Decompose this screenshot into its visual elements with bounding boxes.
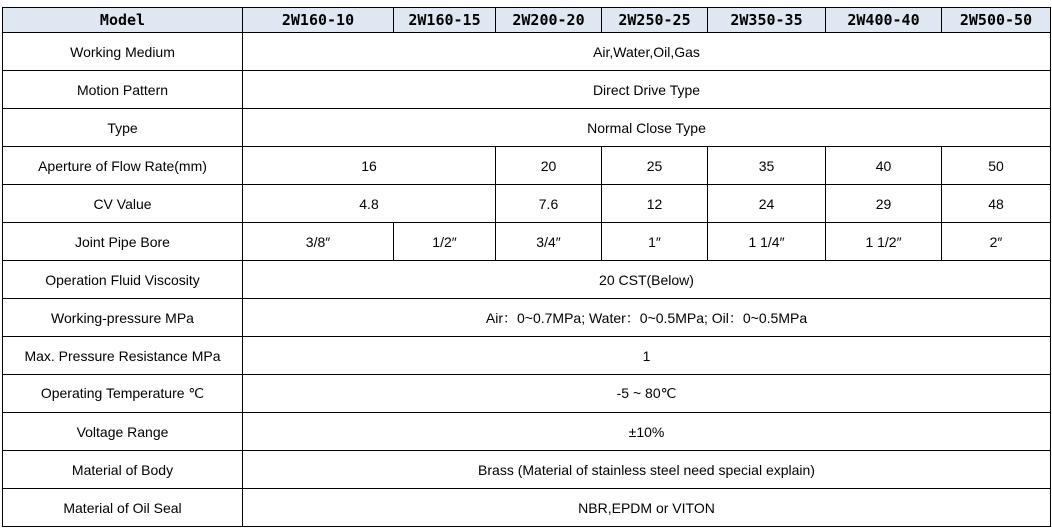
param-label: Type	[3, 109, 243, 147]
param-value: 3/8″	[243, 223, 394, 261]
param-value: 40	[826, 147, 942, 185]
model-header-cell: 2W250-25	[602, 8, 708, 33]
param-label: Aperture of Flow Rate(mm)	[3, 147, 243, 185]
param-value: 48	[942, 185, 1051, 223]
param-value: 3/4″	[496, 223, 602, 261]
model-header-cell: 2W500-50	[942, 8, 1051, 33]
param-value: 1	[243, 337, 1051, 375]
param-label: Max. Pressure Resistance MPa	[3, 337, 243, 375]
table-row	[3, 223, 1051, 261]
param-label: Operation Fluid Viscosity	[3, 261, 243, 299]
table-row	[3, 337, 1051, 375]
param-label: Joint Pipe Bore	[3, 223, 243, 261]
table-row	[3, 299, 1051, 337]
table-row	[3, 375, 1051, 413]
param-value: Brass (Material of stainless steel need special explain)	[243, 451, 1051, 489]
param-value: 1″	[602, 223, 708, 261]
table-row	[3, 33, 1051, 71]
param-value: 7.6	[496, 185, 602, 223]
model-header-cell: 2W350-35	[708, 8, 826, 33]
param-value: 16	[243, 147, 496, 185]
param-value: 1/2″	[394, 223, 496, 261]
param-value: 35	[708, 147, 826, 185]
param-label: Motion Pattern	[3, 71, 243, 109]
param-label: Material of Oil Seal	[3, 489, 243, 527]
param-value: 50	[942, 147, 1051, 185]
param-label: Operating Temperature ℃	[3, 375, 243, 413]
spec-table	[2, 7, 1051, 527]
param-value: 12	[602, 185, 708, 223]
model-header-cell: 2W400-40	[826, 8, 942, 33]
param-label: Material of Body	[3, 451, 243, 489]
param-label: CV Value	[3, 185, 243, 223]
table-row	[3, 413, 1051, 451]
table-row	[3, 185, 1051, 223]
param-value: ±10%	[243, 413, 1051, 451]
param-value: 2″	[942, 223, 1051, 261]
table-row	[3, 109, 1051, 147]
param-value: Air：0~0.7MPa; Water：0~0.5MPa; Oil：0~0.5MPa	[243, 299, 1051, 337]
model-header: Model	[3, 8, 243, 33]
param-value: 1 1/4″	[708, 223, 826, 261]
param-value: 4.8	[243, 185, 496, 223]
table-row	[3, 451, 1051, 489]
param-label: Voltage Range	[3, 413, 243, 451]
param-label: Working Medium	[3, 33, 243, 71]
model-header-cell: 2W160-15	[394, 8, 496, 33]
header-row	[3, 8, 1051, 33]
param-value: NBR,EPDM or VITON	[243, 489, 1051, 527]
model-header-cell: 2W200-20	[496, 8, 602, 33]
model-header-cell: 2W160-10	[243, 8, 394, 33]
param-value: Direct Drive Type	[243, 71, 1051, 109]
param-value: 1 1/2″	[826, 223, 942, 261]
table-row	[3, 489, 1051, 527]
param-value: 20	[496, 147, 602, 185]
param-value: -5 ~ 80℃	[243, 375, 1051, 413]
param-value: 29	[826, 185, 942, 223]
param-value: 20 CST(Below)	[243, 261, 1051, 299]
param-value: 25	[602, 147, 708, 185]
param-label: Working-pressure MPa	[3, 299, 243, 337]
param-value: 24	[708, 185, 826, 223]
table-row	[3, 71, 1051, 109]
param-value: Normal Close Type	[243, 109, 1051, 147]
table-row	[3, 261, 1051, 299]
param-value: Air,Water,Oil,Gas	[243, 33, 1051, 71]
table-row	[3, 147, 1051, 185]
